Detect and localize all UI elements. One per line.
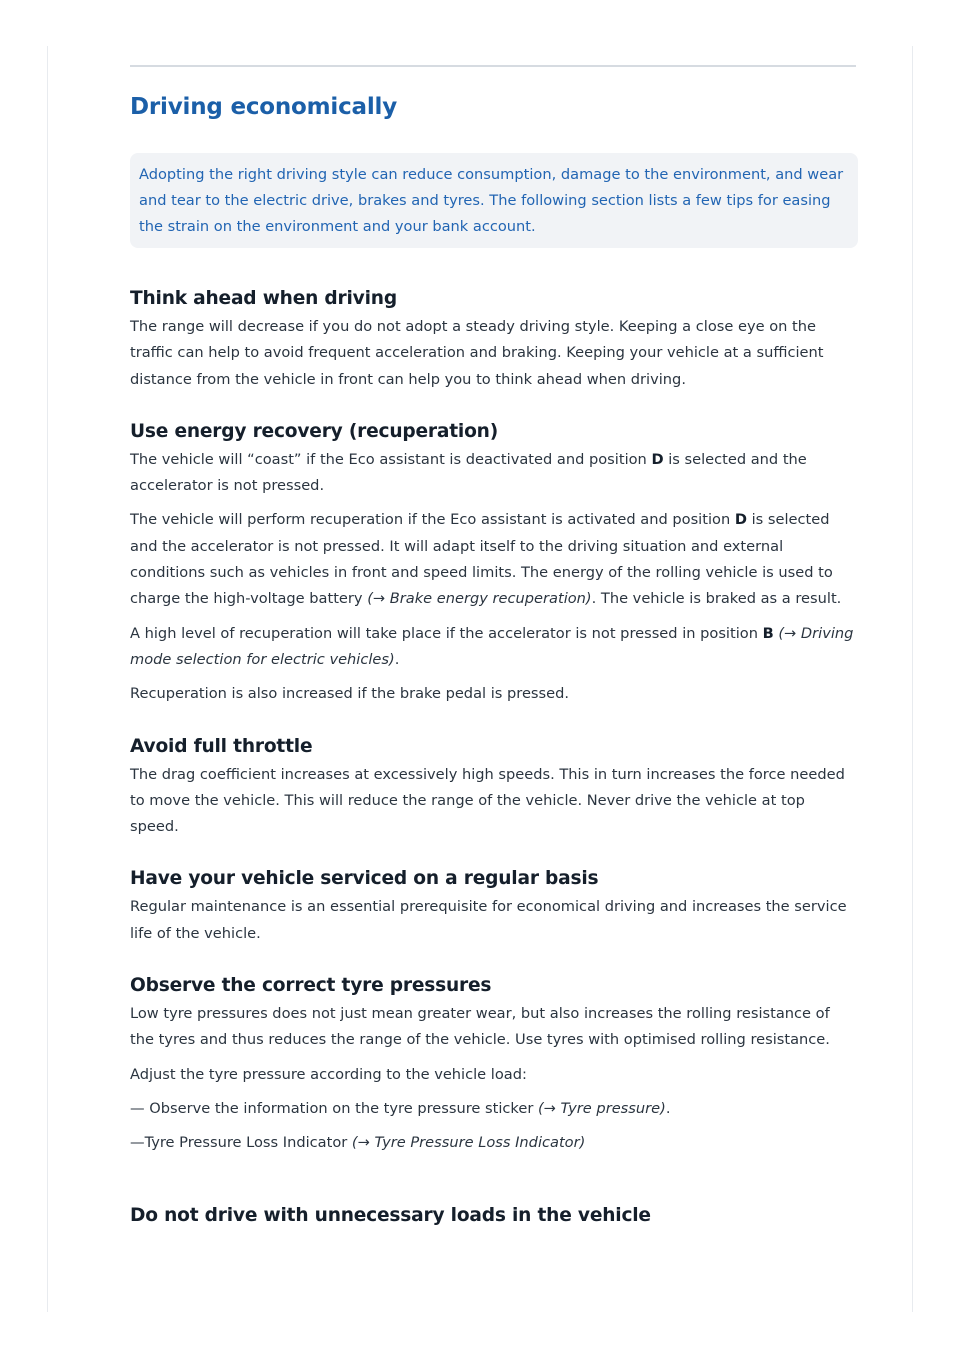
list-item: [130, 1130, 858, 1156]
text-run: Observe the information on the tyre pressure sticker: [144, 1099, 538, 1117]
paragraph: The drag coefficient increases at excessively high speeds. This in turn increases the force needed to move the vehicle. This will reduce the range of the vehicle. Never drive the vehicle at top speed.: [130, 765, 845, 836]
section-tyre-pressures: [130, 971, 858, 1156]
position-label: B: [762, 624, 774, 642]
paragraph: Low tyre pressures does not just mean greater wear, but also increases the rolling resistance of the tyres and thus reduces the range of the vehicle. Use tyres with optimised rolling resistance.: [130, 1005, 830, 1049]
paragraph: Recuperation is also increased if the brake pedal is pressed.: [130, 685, 570, 703]
text-run: . The vehicle is braked as a result.: [591, 590, 842, 608]
text-run: Tyre Pressure Loss Indicator: [144, 1134, 352, 1152]
paragraph: Adjust the tyre pressure according to the vehicle load:: [130, 1065, 527, 1083]
page-border-right: [912, 46, 913, 1312]
section-heading: Have your vehicle serviced on a regular basis: [130, 868, 599, 890]
section-think-ahead: [130, 284, 858, 393]
dash-bullet: —: [130, 1099, 145, 1117]
paragraph: [130, 447, 858, 500]
page-title: Driving economically: [130, 94, 398, 120]
section-unnecessary-loads: [130, 1201, 858, 1231]
text-run: .: [394, 650, 400, 668]
section-heading: Use energy recovery (recuperation): [130, 420, 498, 442]
intro-box: [130, 153, 858, 248]
dash-bullet: —: [130, 1134, 145, 1152]
text-run: is selected and the accelerator is not pressed.: [130, 450, 807, 495]
position-label: D: [651, 450, 664, 468]
cross-reference-link[interactable]: (→ Tyre pressure): [537, 1099, 666, 1117]
section-heading: Avoid full throttle: [130, 735, 313, 757]
text-run: The vehicle will perform recuperation if the Eco assistant is activated and position: [130, 511, 735, 529]
cross-reference-link[interactable]: (→ Driving mode selection for electric vehicles): [130, 624, 854, 668]
position-label: D: [734, 511, 747, 529]
text-run: .: [665, 1099, 671, 1117]
article-body: [130, 284, 858, 1231]
paragraph: [130, 621, 858, 674]
paragraph: Regular maintenance is an essential prerequisite for economical driving and increases the service life of the vehicle.: [130, 898, 847, 942]
paragraph: The range will decrease if you do not adopt a steady driving style. Keeping a close eye on the traffic can help to avoid frequent acceleration and braking. Keeping your vehicle at a sufficient distance from the vehicle in front can help you to think ahead when driving.: [130, 318, 824, 388]
paragraph: [130, 507, 858, 612]
list-item: [130, 1096, 858, 1122]
section-heading: Do not drive with unnecessary loads in the vehicle: [130, 1204, 651, 1226]
text-run: is selected and the accelerator is not pressed. It will adapt itself to the driving situation and external conditions such as vehicles in front and speed limits. The energy of the rolling vehicle is used to charge the high-voltage battery: [130, 511, 833, 608]
page-border-left: [47, 46, 48, 1312]
text-run: A high level of recuperation will take place if the accelerator is not pressed in position: [130, 624, 763, 642]
section-heading: Observe the correct tyre pressures: [130, 975, 492, 997]
section-heading: Think ahead when driving: [130, 288, 397, 309]
section-regular-service: [130, 864, 858, 947]
cross-reference-link[interactable]: (→ Tyre Pressure Loss Indicator): [351, 1134, 586, 1152]
text-run: The vehicle will “coast” if the Eco assistant is deactivated and position: [130, 450, 652, 468]
section-recuperation: [130, 417, 858, 708]
section-avoid-full-throttle: [130, 732, 858, 841]
cross-reference-link[interactable]: (→ Brake energy recuperation): [367, 590, 592, 608]
intro-text: Adopting the right driving style can reduce consumption, damage to the environment, and wear and tear to the electric drive, brakes and tyres. The following section lists a few tips for easing the strain on the environment and your bank account.: [139, 166, 844, 236]
top-divider: [130, 65, 856, 67]
